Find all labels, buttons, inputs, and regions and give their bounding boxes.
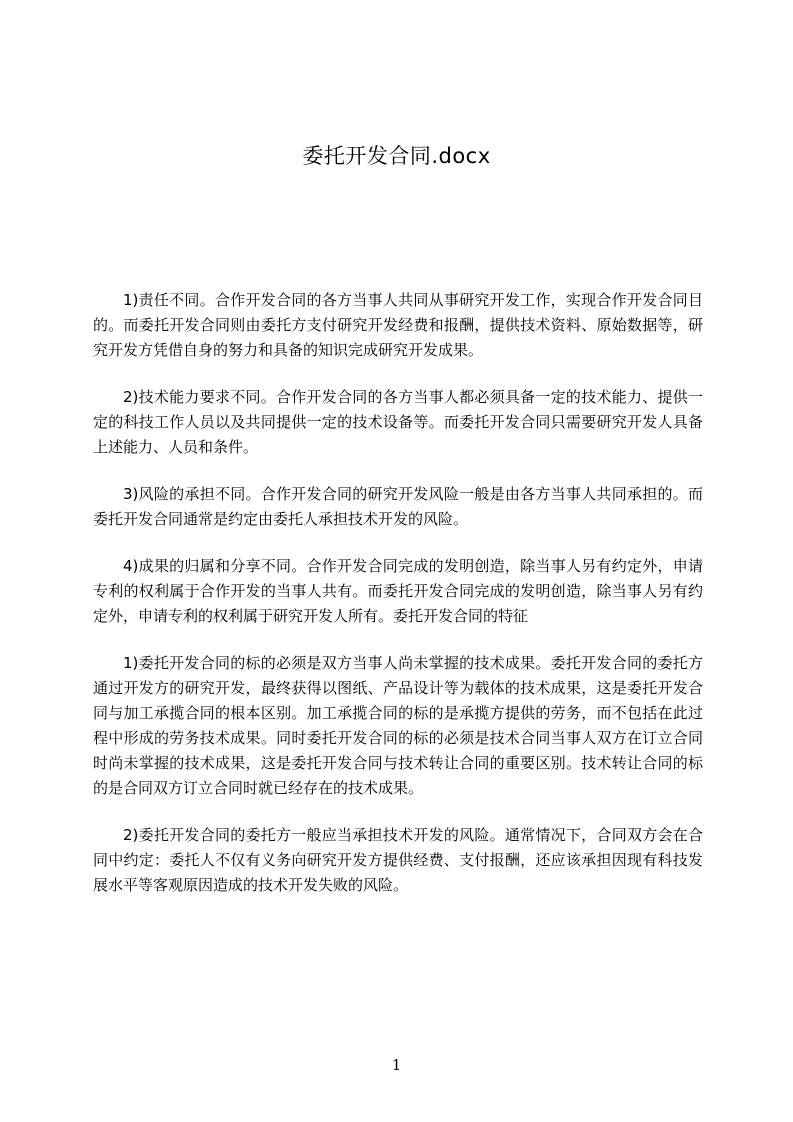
document-body <box>93 288 703 920</box>
paragraph-5: 1)委托开发合同的标的必须是双方当事人尚未掌握的技术成果。委托开发合同的委托方通过开发方的研究开发，最终获得以图纸、产品设计等为载体的技术成果，这是委托开发合同与加工承揽合同的根本区别。加工承揽合同的标的是承揽方提供的劳务，而不包括在此过程中形成的劳务技术成果。同时委托开发合同的标的必须是技术合同当事人双方在订立合同时尚未掌握的技术成果，这是委托开发合同与技术转让合同的重要区别。技术转让合同的标的是合同双方订立合同时就已经存在的技术成果。 <box>93 654 703 797</box>
document-title: 委托开发合同.docx <box>302 144 491 168</box>
paragraph-4: 4)成果的归属和分享不同。合作开发合同完成的发明创造，除当事人另有约定外，申请专利的权利属于合作开发的当事人共有。而委托开发合同完成的发明创造，除当事人另有约定外，申请专利的权利属于研究开发人所有。委托开发合同的特征 <box>93 557 703 625</box>
page-number: 1 <box>391 1056 402 1074</box>
paragraph-6: 2)委托开发合同的委托方一般应当承担技术开发的风险。通常情况下，合同双方会在合同中约定：委托人不仅有义务向研究开发方提供经费、支付报酬，还应该承担因现有科技发展水平等客观原因造成的技术开发失败的风险。 <box>93 826 703 894</box>
paragraph-3: 3)风险的承担不同。合作开发合同的研究开发风险一般是由各方当事人共同承担的。而委托开发合同通常是约定由委托人承担技术开发的风险。 <box>93 485 703 528</box>
paragraph-1: 1)责任不同。合作开发合同的各方当事人共同从事研究开发工作，实现合作开发合同目的。而委托开发合同则由委托方支付研究开发经费和报酬，提供技术资料、原始数据等，研究开发方凭借自身的努力和具备的知识完成研究开发成果。 <box>93 291 703 359</box>
paragraph-2: 2)技术能力要求不同。合作开发合同的各方当事人都必须具备一定的技术能力、提供一定的科技工作人员以及共同提供一定的技术设备等。而委托开发合同只需要研究开发人具备上述能力、人员和条件。 <box>93 388 703 456</box>
